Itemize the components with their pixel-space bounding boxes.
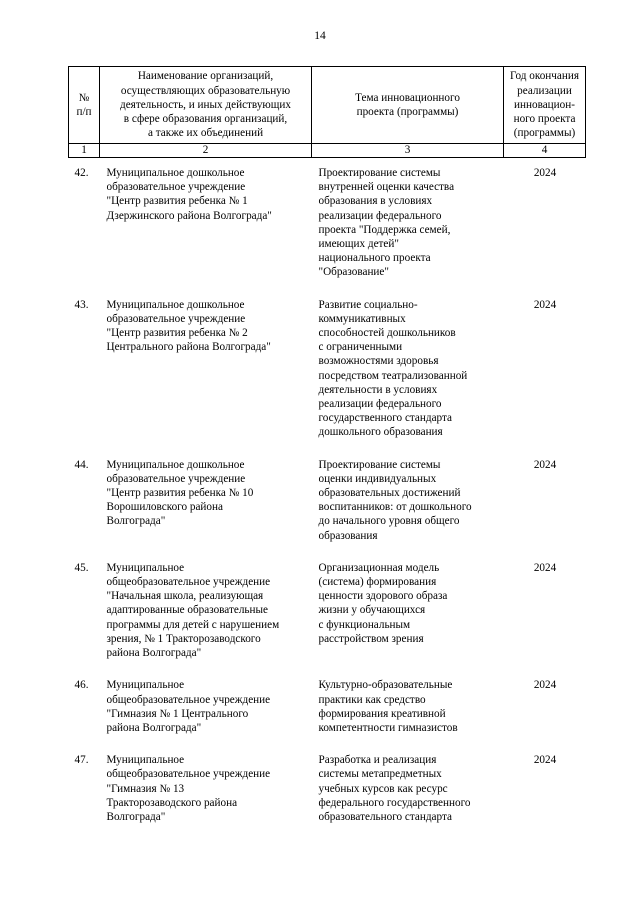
table-row [69,450,586,553]
column-number: 2 [100,144,312,158]
text-line: формирования креативной [318,707,446,720]
text-line: Организационная модель [318,561,440,574]
table-row [69,158,586,290]
text-line: района Волгограда" [106,647,202,660]
text-line: способностей дошкольников [318,327,456,340]
text-line: образования [318,529,378,542]
text-line: Тема инновационного [355,91,460,104]
text-line: компетентности гимназистов [318,721,458,734]
text-line: Волгограда" [106,515,166,528]
end-year: 2024 [533,679,557,692]
text-line: системы метапредметных [318,768,442,781]
row-number: 45. [74,561,89,574]
text-line: образовательное учреждение [106,472,246,485]
text-line: до начального уровня общего [318,515,460,528]
text-line: образовательных достижений [318,487,461,500]
text-line: Муниципальное [106,679,185,692]
table-row [69,745,586,834]
text-line: общеобразовательное учреждение [106,693,271,706]
text-line: возможностями здоровья [318,355,439,368]
text-line: жизни у обучающихся [318,604,426,617]
text-line: осуществляющих образовательную [120,84,291,97]
text-line: практики как средство [318,693,426,706]
text-line: Муниципальное дошкольное [106,458,245,471]
end-year: 2024 [533,458,557,471]
text-line: Муниципальное [106,561,185,574]
text-line: Развитие социально- [318,298,418,311]
text-line: ного проекта [513,113,576,126]
table-row [69,553,586,670]
text-line: Разработка и реализация [318,754,437,767]
text-line: Культурно-образовательные [318,679,453,692]
text-line: программы для детей с нарушением [106,618,280,631]
text-line: ценности здорового образа [318,590,448,603]
text-line: реализации федерального [318,398,442,411]
organization-name [100,670,312,745]
text-line: Дзержинского района Волгограда" [106,209,272,222]
header-project-topic [312,67,504,144]
text-line: Муниципальное дошкольное [106,167,245,179]
text-line: Проектирование системы [318,167,441,179]
text-line: № [78,91,90,104]
row-number: 47. [74,754,89,767]
header-number [69,67,100,144]
end-year: 2024 [533,298,557,311]
text-line: общеобразовательное учреждение [106,576,271,589]
text-line: Год окончания [510,70,579,83]
text-line: расстройством зрения [318,632,424,645]
row-number: 43. [74,298,89,311]
text-line: (система) формирования [318,576,437,589]
text-line: посредством театрализованной [318,369,468,382]
text-line: Муниципальное дошкольное [106,298,245,311]
organization-name [100,158,312,290]
text-line: федерального государственного [318,796,471,809]
text-line: в сфере образования организаций, [123,113,288,126]
organization-name [100,745,312,834]
text-line: деятельности в условиях [318,383,438,396]
text-line: а также их объединений [147,127,264,140]
text-line: района Волгограда" [106,721,202,734]
row-number: 44. [74,458,89,471]
project-topic [312,670,504,745]
text-line: "Гимназия № 1 Центрального [106,707,249,720]
end-year: 2024 [533,754,557,767]
text-line: с ограниченными [318,341,403,354]
text-line: учебных курсов как ресурс [318,782,448,795]
text-line: имеющих детей" [318,238,399,251]
text-line: адаптированные образовательные [106,604,268,617]
organization-name [100,290,312,450]
header-end-year [504,67,586,144]
text-line: "Центр развития ребенка № 2 [106,327,248,340]
organization-name [100,450,312,553]
end-year: 2024 [533,561,557,574]
organization-name [100,553,312,670]
text-line: Тракторозаводского района [106,796,238,809]
text-line: Наименование организаций, [137,70,274,83]
text-line: проекта (программы) [356,106,459,118]
end-year: 2024 [533,167,557,179]
text-line: Волгограда" [106,810,166,823]
project-topic [312,290,504,450]
text-line: воспитанников: от дошкольного [318,501,472,514]
text-line: внутренней оценки качества [318,181,455,194]
text-line: образовательного стандарта [318,810,452,823]
column-number: 3 [312,144,504,158]
text-line: "Центр развития ребенка № 1 [106,195,248,208]
column-number: 1 [69,144,100,158]
text-line: деятельность, и иных действующих [120,98,291,111]
text-line: образовательное учреждение [106,181,246,194]
text-line: Центрального района Волгограда" [106,341,271,354]
innovation-projects-table [68,66,586,834]
text-line: "Образование" [318,266,389,279]
page-number: 14 [314,30,326,42]
text-line: оценки индивидуальных [318,472,437,485]
text-line: п/п [76,106,92,118]
column-number: 4 [504,144,586,158]
text-line: Проектирование системы [318,458,441,471]
text-line: образовательное учреждение [106,312,246,325]
text-line: зрения, № 1 Тракторозаводского [106,632,261,645]
text-line: "Центр развития ребенка № 10 [106,487,254,500]
text-line: реализации [517,84,572,97]
table-row [69,290,586,450]
text-line: с функциональным [318,618,411,631]
text-line: Ворошиловского района [106,501,223,514]
text-line: "Гимназия № 13 [106,782,185,795]
project-topic [312,745,504,834]
row-number: 42. [74,167,89,179]
project-topic [312,450,504,553]
text-line: общеобразовательное учреждение [106,768,271,781]
project-topic [312,553,504,670]
text-line: инновацион- [514,98,575,111]
text-line: проекта "Поддержка семей, [318,223,451,236]
project-topic [312,158,504,290]
text-line: (программы) [513,127,576,140]
table-row [69,670,586,745]
text-line: коммуникативных [318,312,406,325]
text-line: Муниципальное [106,754,185,767]
text-line: реализации федерального [318,209,442,222]
header-organization [100,67,312,144]
row-number: 46. [74,679,89,692]
text-line: дошкольного образования [318,426,443,439]
text-line: "Начальная школа, реализующая [106,590,264,603]
text-line: государственного стандарта [318,412,452,425]
text-line: национального проекта [318,252,431,265]
text-line: образования в условиях [318,195,433,208]
